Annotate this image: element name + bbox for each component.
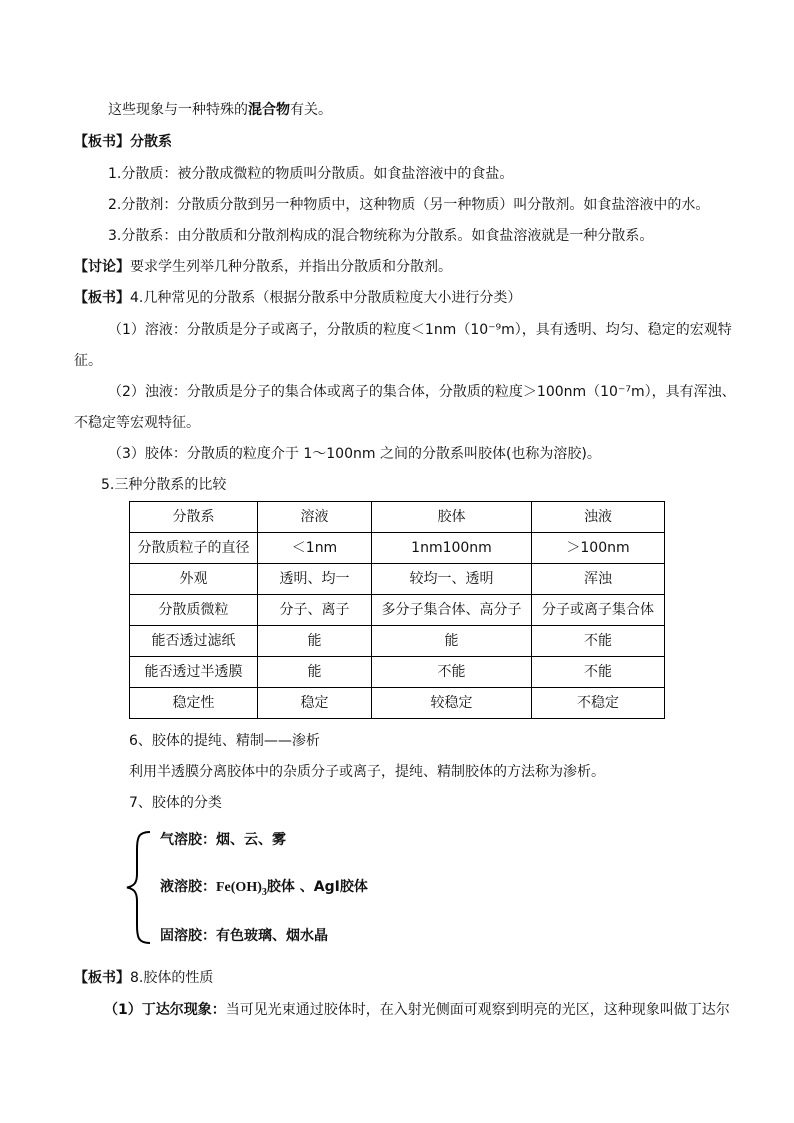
board-tag: 【板书】 xyxy=(74,134,130,150)
table-cell: 稳定性 xyxy=(130,688,258,719)
table-cell: 能否透过滤纸 xyxy=(130,626,258,657)
colloid-line: （3）胶体：分散质的粒度介于 1～100nm 之间的分散系叫胶体(也称为溶胶)。 xyxy=(108,446,601,462)
intro-line xyxy=(108,100,332,120)
tyndall-number: （1） xyxy=(104,1002,142,1018)
table-cell: 不能 xyxy=(532,657,665,688)
table-row xyxy=(130,657,665,688)
table-cell: 多分子集合体、高分子 xyxy=(372,595,532,626)
solid-colloid-label: 固溶胶： xyxy=(160,928,216,944)
liquid-colloid-subscript: 3 xyxy=(261,886,267,898)
table-cell: 不能 xyxy=(532,626,665,657)
table-row xyxy=(130,564,665,595)
table-cell: 能 xyxy=(372,626,532,657)
liquid-colloid-formula: Fe(OH) xyxy=(216,880,262,895)
definition-2: 2.分散剂：分散质分散到另一种物质中，这种物质（另一种物质）叫分散剂。如食盐溶液中的水。 xyxy=(108,197,710,213)
table-cell: 分散质粒子的直径 xyxy=(130,533,258,564)
table-cell: 外观 xyxy=(130,564,258,595)
gas-colloid-line xyxy=(160,830,286,850)
table-row xyxy=(130,502,665,533)
table-cell: 较均一、透明 xyxy=(372,564,532,595)
table-row xyxy=(130,533,665,564)
intro-pre: 这些现象与一种特殊的 xyxy=(108,102,248,118)
table-cell: 能 xyxy=(258,626,372,657)
table-cell: 透明、均一 xyxy=(258,564,372,595)
solid-colloid-line xyxy=(160,926,328,946)
definition-3: 3.分散系：由分散质和分散剂构成的混合物统称为分散系。如食盐溶液就是一种分散系。 xyxy=(108,228,654,244)
tyndall-line xyxy=(104,1000,730,1020)
board-heading-2 xyxy=(74,288,521,308)
turbid-line-b: 不稳定等宏观特征。 xyxy=(74,415,200,431)
board-heading-1 xyxy=(74,132,172,152)
tyndall-text: 当可见光束通过胶体时，在入射光侧面可观察到明亮的光区，这种现象叫做丁达尔 xyxy=(225,1002,730,1018)
dialysis-title: 6、胶体的提纯、精制——渗析 xyxy=(129,733,320,749)
gas-colloid-items: 烟、云、雾 xyxy=(216,832,286,848)
table-cell: 分散系 xyxy=(130,502,258,533)
board-heading-3 xyxy=(74,968,213,988)
table-cell: 分子或离子集合体 xyxy=(532,595,665,626)
curly-brace xyxy=(124,830,154,945)
table-row xyxy=(130,595,665,626)
table-row xyxy=(130,688,665,719)
discussion-tag: 【讨论】 xyxy=(74,259,130,275)
intro-bold-term: 混合物 xyxy=(248,102,290,118)
comparison-table xyxy=(129,501,665,719)
table-cell: ＜1nm xyxy=(258,533,372,564)
dialysis-text: 利用半透膜分离胶体中的杂质分子或离子，提纯、精制胶体的方法称为渗析。 xyxy=(129,764,605,780)
table-cell: 分子、离子 xyxy=(258,595,372,626)
discussion-line xyxy=(74,257,452,277)
table-row xyxy=(130,626,665,657)
solution-line-a: （1）溶液：分散质是分子或离子，分散质的粒度＜1nm（10⁻⁹m），具有透明、均匀、稳定的宏观特 xyxy=(108,322,732,338)
solution-line-b: 征。 xyxy=(74,353,102,369)
definition-1: 1.分散质：被分散成微粒的物质叫分散质。如食盐溶液中的食盐。 xyxy=(108,166,514,182)
discussion-text: 要求学生列举几种分散系，并指出分散质和分散剂。 xyxy=(130,259,452,275)
board-tag: 【板书】 xyxy=(74,290,130,306)
liquid-colloid-label: 液溶胶： xyxy=(160,879,216,895)
comparison-title: 5.三种分散系的比较 xyxy=(101,477,227,493)
table-cell: 胶体 xyxy=(372,502,532,533)
table-cell: ＞100nm xyxy=(532,533,665,564)
liquid-colloid-items: 胶体 、AgI胶体 xyxy=(266,879,368,895)
turbid-line-a: （2）浊液：分散质是分子的集合体或离子的集合体，分散质的粒度＞100nm（10⁻⁷m），具有浑浊、 xyxy=(108,384,736,400)
tyndall-term: 丁达尔现象： xyxy=(141,1002,226,1018)
solid-colloid-items: 有色玻璃、烟水晶 xyxy=(216,928,328,944)
board-title: 分散系 xyxy=(130,134,172,150)
board-text: 4.几种常见的分散系（根据分散系中分散质粒度大小进行分类） xyxy=(130,290,522,306)
table-cell: 稳定 xyxy=(258,688,372,719)
classification-title: 7、胶体的分类 xyxy=(129,795,222,811)
table-cell: 溶液 xyxy=(258,502,372,533)
intro-post: 有关。 xyxy=(290,102,332,118)
board-text: 8.胶体的性质 xyxy=(130,970,214,986)
table-cell: 不能 xyxy=(372,657,532,688)
table-cell: 较稳定 xyxy=(372,688,532,719)
table-cell: 不稳定 xyxy=(532,688,665,719)
table-cell: 能否透过半透膜 xyxy=(130,657,258,688)
liquid-colloid-line xyxy=(160,877,368,903)
table-cell: 能 xyxy=(258,657,372,688)
gas-colloid-label: 气溶胶： xyxy=(160,832,216,848)
table-cell: 1nm100nm xyxy=(372,533,532,564)
table-cell: 浊液 xyxy=(532,502,665,533)
table-cell: 分散质微粒 xyxy=(130,595,258,626)
table-cell: 浑浊 xyxy=(532,564,665,595)
board-tag: 【板书】 xyxy=(74,970,130,986)
